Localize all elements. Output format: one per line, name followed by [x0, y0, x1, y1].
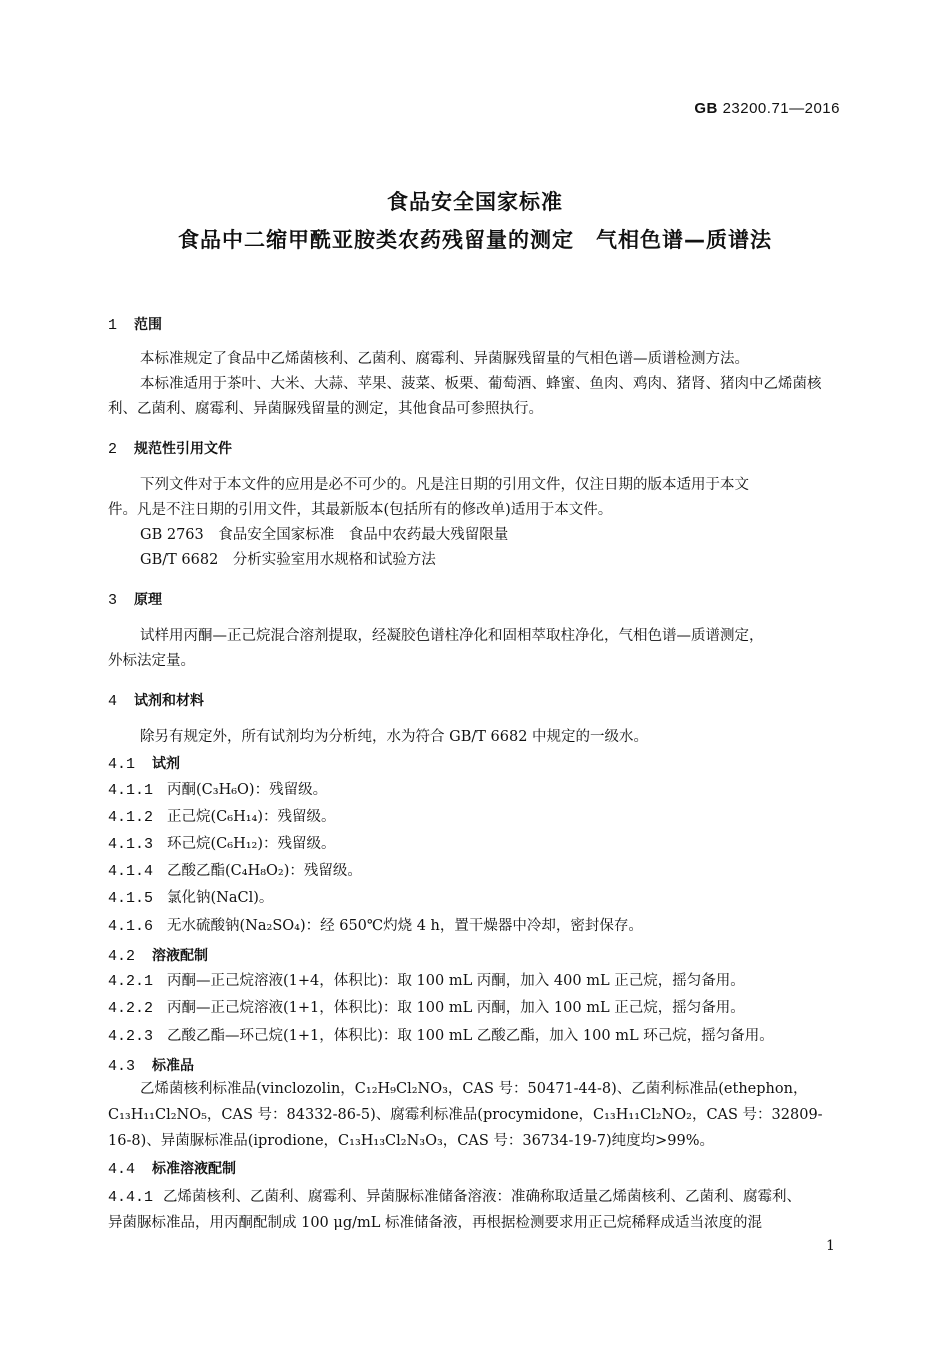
paragraph: 16-8)、异菌脲标准品(iprodione，C₁₃H₁₃Cl₂N₃O₃，CAS 号：36734-19-7)纯度均>99%。	[108, 1133, 715, 1149]
page-number: 1	[826, 1238, 835, 1254]
item-number: 4.2.1	[108, 973, 154, 990]
item-number: 4.1.3	[108, 836, 154, 853]
item-number: 4.4.1	[108, 1189, 154, 1206]
item-number: 4.1.2	[108, 809, 154, 826]
subsection-title: 标准品	[152, 1058, 194, 1074]
document-title-sub: 食品中二缩甲酰亚胺类农药残留量的测定 气相色谱—质谱法	[178, 228, 772, 252]
list-item	[108, 860, 362, 883]
paragraph: 本标准适用于茶叶、大米、大蒜、苹果、菠菜、板栗、葡萄酒、蜂蜜、鱼肉、鸡肉、猪肾、猪肉中乙烯菌核	[140, 376, 822, 392]
standard-prefix: GB	[694, 100, 718, 117]
section-number: 2	[108, 441, 118, 458]
section-4-heading	[108, 690, 204, 710]
subsection-number: 4.3	[108, 1058, 136, 1075]
normative-reference: GB 2763 食品安全国家标准 食品中农药最大残留限量	[140, 527, 509, 543]
paragraph: 试样用丙酮—正己烷混合溶剂提取，经凝胶色谱柱净化和固相萃取柱净化，气相色谱—质谱测定，	[140, 628, 764, 644]
section-2-heading	[108, 438, 232, 458]
standard-number: 23200.71—2016	[722, 100, 840, 117]
normative-reference: GB/T 6682 分析实验室用水规格和试验方法	[140, 552, 436, 568]
section-title: 范围	[134, 317, 162, 333]
list-item	[108, 887, 273, 910]
list-item	[108, 833, 336, 856]
subsection-title: 试剂	[152, 756, 180, 772]
item-number: 4.1.6	[108, 918, 154, 935]
paragraph: C₁₃H₁₁Cl₂NO₅，CAS 号：84332-86-5)、腐霉利标准品(procymidone，C₁₃H₁₁Cl₂NO₂，CAS 号：32809-	[108, 1107, 823, 1123]
subsection-number: 4.1	[108, 756, 136, 773]
paragraph	[108, 1186, 801, 1209]
item-number: 4.1.4	[108, 863, 154, 880]
paragraph: 下列文件对于本文件的应用是必不可少的。凡是注日期的引用文件，仅注日期的版本适用于本文	[140, 477, 749, 493]
paragraph: 乙烯菌核利标准品(vinclozolin，C₁₂H₉Cl₂NO₃，CAS 号：50471-44-8)、乙菌利标准品(ethephon，	[140, 1081, 808, 1097]
standard-number-header	[694, 100, 840, 117]
paragraph: 利、乙菌利、腐霉利、异菌脲残留量的测定，其他食品可参照执行。	[108, 401, 543, 417]
subsection-4-1-heading	[108, 753, 180, 773]
section-title: 试剂和材料	[134, 693, 204, 709]
document-title-main: 食品安全国家标准	[387, 190, 563, 214]
item-text: 无水硫酸钠(Na₂SO₄)：经 650℃灼烧 4 h，置干燥器中冷却，密封保存。	[167, 918, 643, 934]
list-item	[108, 970, 745, 993]
item-text: 丙酮—正己烷溶液(1+4，体积比)：取 100 mL 丙酮，加入 400 mL 正己烷，摇匀备用。	[167, 973, 745, 989]
section-number: 1	[108, 317, 118, 334]
paragraph: 件。凡是不注日期的引用文件，其最新版本(包括所有的修改单)适用于本文件。	[108, 502, 613, 518]
paragraph: 异菌脲标准品，用丙酮配制成 100 μg/mL 标准储备液，再根据检测要求用正己烷稀释成适当浓度的混	[108, 1215, 762, 1231]
subsection-4-3-heading	[108, 1055, 194, 1075]
paragraph: 除另有规定外，所有试剂均为分析纯，水为符合 GB/T 6682 中规定的一级水。	[140, 729, 649, 745]
item-text: 丙酮—正己烷溶液(1+1，体积比)：取 100 mL 丙酮，加入 100 mL 正己烷，摇匀备用。	[167, 1000, 745, 1016]
subsection-number: 4.4	[108, 1161, 136, 1178]
section-number: 3	[108, 592, 118, 609]
item-text: 正己烷(C₆H₁₄)：残留级。	[167, 809, 336, 825]
item-text: 乙酸乙酯—环己烷(1+1，体积比)：取 100 mL 乙酸乙酯，加入 100 mL 环己烷，摇匀备用。	[167, 1028, 774, 1044]
subsection-number: 4.2	[108, 948, 136, 965]
subsection-4-4-heading	[108, 1158, 236, 1178]
subsection-title: 溶液配制	[152, 948, 208, 964]
list-item	[108, 779, 327, 802]
item-number: 4.2.3	[108, 1028, 154, 1045]
section-3-heading	[108, 589, 162, 609]
subsection-title: 标准溶液配制	[152, 1161, 236, 1177]
subsection-4-2-heading	[108, 945, 208, 965]
item-number: 4.2.2	[108, 1000, 154, 1017]
list-item	[108, 806, 336, 829]
section-title: 原理	[134, 592, 162, 608]
item-text: 丙酮(C₃H₆O)：残留级。	[167, 782, 328, 798]
list-item	[108, 1025, 774, 1048]
section-title: 规范性引用文件	[134, 441, 232, 457]
section-1-heading	[108, 314, 162, 334]
item-text: 氯化钠(NaCl)。	[167, 890, 274, 906]
list-item	[108, 997, 745, 1020]
item-text: 乙烯菌核利、乙菌利、腐霉利、异菌脲标准储备溶液：准确称取适量乙烯菌核利、乙菌利、腐霉利、	[163, 1189, 802, 1205]
paragraph: 本标准规定了食品中乙烯菌核利、乙菌利、腐霉利、异菌脲残留量的气相色谱—质谱检测方法。	[140, 351, 749, 367]
list-item	[108, 915, 643, 938]
item-text: 环己烷(C₆H₁₂)：残留级。	[167, 836, 336, 852]
item-text: 乙酸乙酯(C₄H₈O₂)：残留级。	[167, 863, 362, 879]
paragraph: 外标法定量。	[108, 653, 195, 669]
item-number: 4.1.5	[108, 890, 154, 907]
item-number: 4.1.1	[108, 782, 154, 799]
section-number: 4	[108, 693, 118, 710]
